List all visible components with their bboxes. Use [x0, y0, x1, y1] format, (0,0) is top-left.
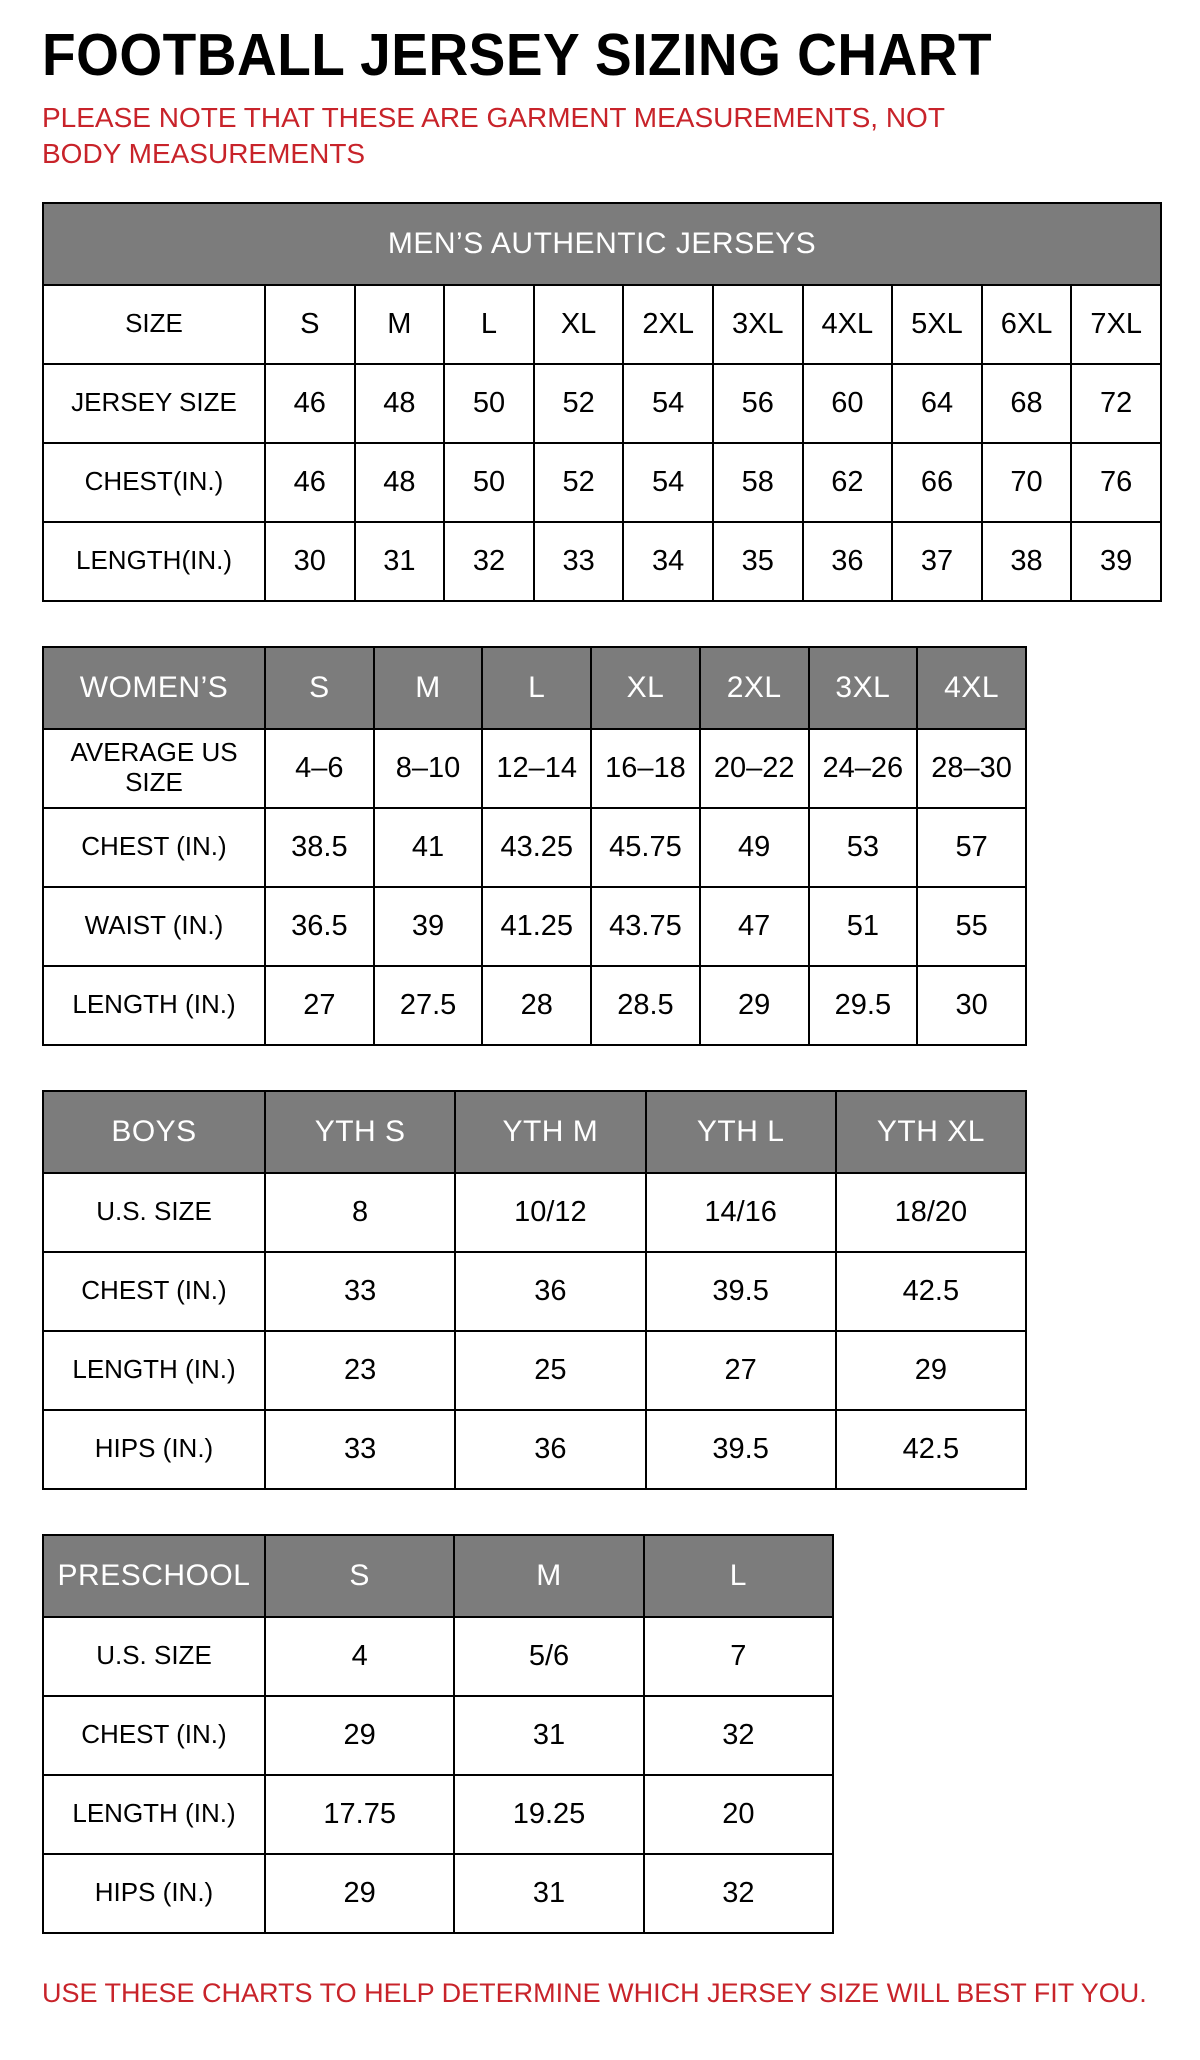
footer-note: USE THESE CHARTS TO HELP DETERMINE WHICH JERSEY SIZE WILL BEST FIT YOU. — [42, 1977, 1147, 2008]
size-value: 17.75 — [265, 1775, 454, 1854]
size-value: 8 — [265, 1173, 455, 1252]
column-header: 2XL — [700, 647, 809, 729]
size-value: 66 — [892, 443, 982, 522]
size-value: 39 — [374, 887, 483, 966]
size-value: 30 — [917, 966, 1026, 1045]
size-value: 20 — [644, 1775, 833, 1854]
table-header-row — [43, 1091, 1026, 1173]
size-value: 46 — [265, 364, 355, 443]
size-value: 33 — [265, 1410, 455, 1489]
size-value: 31 — [454, 1854, 643, 1933]
size-value: L — [444, 285, 534, 364]
size-value: 33 — [534, 522, 624, 601]
size-value: 35 — [713, 522, 803, 601]
size-value: 43.25 — [482, 808, 591, 887]
row-label: LENGTH (IN.) — [43, 1775, 265, 1854]
size-value: 51 — [809, 887, 918, 966]
row-label: CHEST(IN.) — [43, 443, 265, 522]
size-value: 43.75 — [591, 887, 700, 966]
row-label: HIPS (IN.) — [43, 1410, 265, 1489]
page-title: FOOTBALL JERSEY SIZING CHART — [42, 21, 993, 89]
row-label: LENGTH(IN.) — [43, 522, 265, 601]
table-row — [43, 1696, 833, 1775]
size-value: 30 — [265, 522, 355, 601]
row-label: CHEST (IN.) — [43, 1252, 265, 1331]
size-value: XL — [534, 285, 624, 364]
size-value: 41.25 — [482, 887, 591, 966]
table-row — [43, 285, 1161, 364]
size-value: 29 — [836, 1331, 1026, 1410]
size-value: 49 — [700, 808, 809, 887]
row-label: U.S. SIZE — [43, 1173, 265, 1252]
size-value: 52 — [534, 364, 624, 443]
size-value: 58 — [713, 443, 803, 522]
size-value: 54 — [623, 364, 713, 443]
table-row — [43, 1252, 1026, 1331]
row-label: JERSEY SIZE — [43, 364, 265, 443]
row-label: SIZE — [43, 285, 265, 364]
size-value: 36 — [455, 1410, 645, 1489]
table-header-row — [43, 1535, 833, 1617]
size-value: 16–18 — [591, 729, 700, 808]
column-header: L — [644, 1535, 833, 1617]
column-header: M — [374, 647, 483, 729]
size-value: 45.75 — [591, 808, 700, 887]
size-value: 7 — [644, 1617, 833, 1696]
row-label: AVERAGE US SIZE — [43, 729, 265, 808]
table-title: WOMEN’S — [43, 647, 265, 729]
column-header: XL — [591, 647, 700, 729]
size-value: 38.5 — [265, 808, 374, 887]
column-header: YTH L — [646, 1091, 836, 1173]
size-value: 52 — [534, 443, 624, 522]
size-value: 60 — [803, 364, 893, 443]
table-row — [43, 966, 1026, 1045]
size-value: 3XL — [713, 285, 803, 364]
column-header: 4XL — [917, 647, 1026, 729]
size-value: 31 — [355, 522, 445, 601]
size-value: 8–10 — [374, 729, 483, 808]
size-value: 37 — [892, 522, 982, 601]
size-value: 32 — [444, 522, 534, 601]
table-row — [43, 364, 1161, 443]
size-value: 29.5 — [809, 966, 918, 1045]
size-value: 50 — [444, 443, 534, 522]
row-label: WAIST (IN.) — [43, 887, 265, 966]
table-row — [43, 522, 1161, 601]
size-value: 34 — [623, 522, 713, 601]
row-label: LENGTH (IN.) — [43, 966, 265, 1045]
table-row — [43, 808, 1026, 887]
size-value: 27 — [265, 966, 374, 1045]
size-value: 57 — [917, 808, 1026, 887]
size-value: 54 — [623, 443, 713, 522]
table-header-row — [43, 647, 1026, 729]
size-value: 27 — [646, 1331, 836, 1410]
size-value: 36.5 — [265, 887, 374, 966]
size-value: 53 — [809, 808, 918, 887]
column-header: YTH XL — [836, 1091, 1026, 1173]
size-value: 5/6 — [454, 1617, 643, 1696]
size-value: 29 — [265, 1696, 454, 1775]
table-row — [43, 1775, 833, 1854]
row-label: U.S. SIZE — [43, 1617, 265, 1696]
row-label: CHEST (IN.) — [43, 1696, 265, 1775]
size-value: 55 — [917, 887, 1026, 966]
size-value: 28–30 — [917, 729, 1026, 808]
size-value: 39.5 — [646, 1410, 836, 1489]
size-value: 29 — [265, 1854, 454, 1933]
size-value: 4–6 — [265, 729, 374, 808]
size-value: 7XL — [1071, 285, 1161, 364]
size-value: 68 — [982, 364, 1072, 443]
preschool-sizing-table — [42, 1534, 834, 1934]
size-value: 48 — [355, 443, 445, 522]
size-value: 70 — [982, 443, 1072, 522]
size-value: 62 — [803, 443, 893, 522]
row-label: LENGTH (IN.) — [43, 1331, 265, 1410]
table-title: PRESCHOOL — [43, 1535, 265, 1617]
size-value: 12–14 — [482, 729, 591, 808]
size-value: 18/20 — [836, 1173, 1026, 1252]
column-header: S — [265, 647, 374, 729]
size-value: 41 — [374, 808, 483, 887]
size-value: 36 — [455, 1252, 645, 1331]
size-value: 48 — [355, 364, 445, 443]
size-value: 6XL — [982, 285, 1072, 364]
column-header: YTH M — [455, 1091, 645, 1173]
size-value: 72 — [1071, 364, 1161, 443]
size-value: 36 — [803, 522, 893, 601]
size-value: 33 — [265, 1252, 455, 1331]
womens-sizing-table — [42, 646, 1027, 1046]
size-value: 32 — [644, 1696, 833, 1775]
size-value: 76 — [1071, 443, 1161, 522]
row-label: HIPS (IN.) — [43, 1854, 265, 1933]
table-row — [43, 1173, 1026, 1252]
size-value: 20–22 — [700, 729, 809, 808]
size-value: 56 — [713, 364, 803, 443]
table-row — [43, 1854, 833, 1933]
size-value: 5XL — [892, 285, 982, 364]
size-value: 50 — [444, 364, 534, 443]
column-header: L — [482, 647, 591, 729]
column-header: YTH S — [265, 1091, 455, 1173]
size-value: M — [355, 285, 445, 364]
size-value: 14/16 — [646, 1173, 836, 1252]
column-header: M — [454, 1535, 643, 1617]
table-row — [43, 887, 1026, 966]
size-value: 10/12 — [455, 1173, 645, 1252]
size-value: 42.5 — [836, 1252, 1026, 1331]
size-value: 23 — [265, 1331, 455, 1410]
row-label: CHEST (IN.) — [43, 808, 265, 887]
size-value: 31 — [454, 1696, 643, 1775]
column-header: 3XL — [809, 647, 918, 729]
size-value: 25 — [455, 1331, 645, 1410]
table-row — [43, 443, 1161, 522]
size-value: 38 — [982, 522, 1072, 601]
size-value: 39.5 — [646, 1252, 836, 1331]
size-value: 2XL — [623, 285, 713, 364]
size-value: 28 — [482, 966, 591, 1045]
size-value: 27.5 — [374, 966, 483, 1045]
boys-sizing-table — [42, 1090, 1027, 1490]
table-title: MEN’S AUTHENTIC JERSEYS — [43, 203, 1161, 285]
size-value: 28.5 — [591, 966, 700, 1045]
size-value: 24–26 — [809, 729, 918, 808]
size-value: 46 — [265, 443, 355, 522]
table-title-row — [43, 203, 1161, 285]
garment-measurement-note: PLEASE NOTE THAT THESE ARE GARMENT MEASUREMENTS, NOT BODY MEASUREMENTS — [42, 102, 945, 169]
size-value: 39 — [1071, 522, 1161, 601]
size-value: 47 — [700, 887, 809, 966]
size-value: S — [265, 285, 355, 364]
size-value: 42.5 — [836, 1410, 1026, 1489]
size-value: 64 — [892, 364, 982, 443]
size-value: 19.25 — [454, 1775, 643, 1854]
mens-authentic-jerseys-table — [42, 202, 1162, 602]
size-value: 4 — [265, 1617, 454, 1696]
size-value: 4XL — [803, 285, 893, 364]
size-value: 29 — [700, 966, 809, 1045]
table-row — [43, 1617, 833, 1696]
column-header: S — [265, 1535, 454, 1617]
table-row — [43, 1331, 1026, 1410]
table-row — [43, 1410, 1026, 1489]
table-title: BOYS — [43, 1091, 265, 1173]
table-row — [43, 729, 1026, 808]
size-value: 32 — [644, 1854, 833, 1933]
